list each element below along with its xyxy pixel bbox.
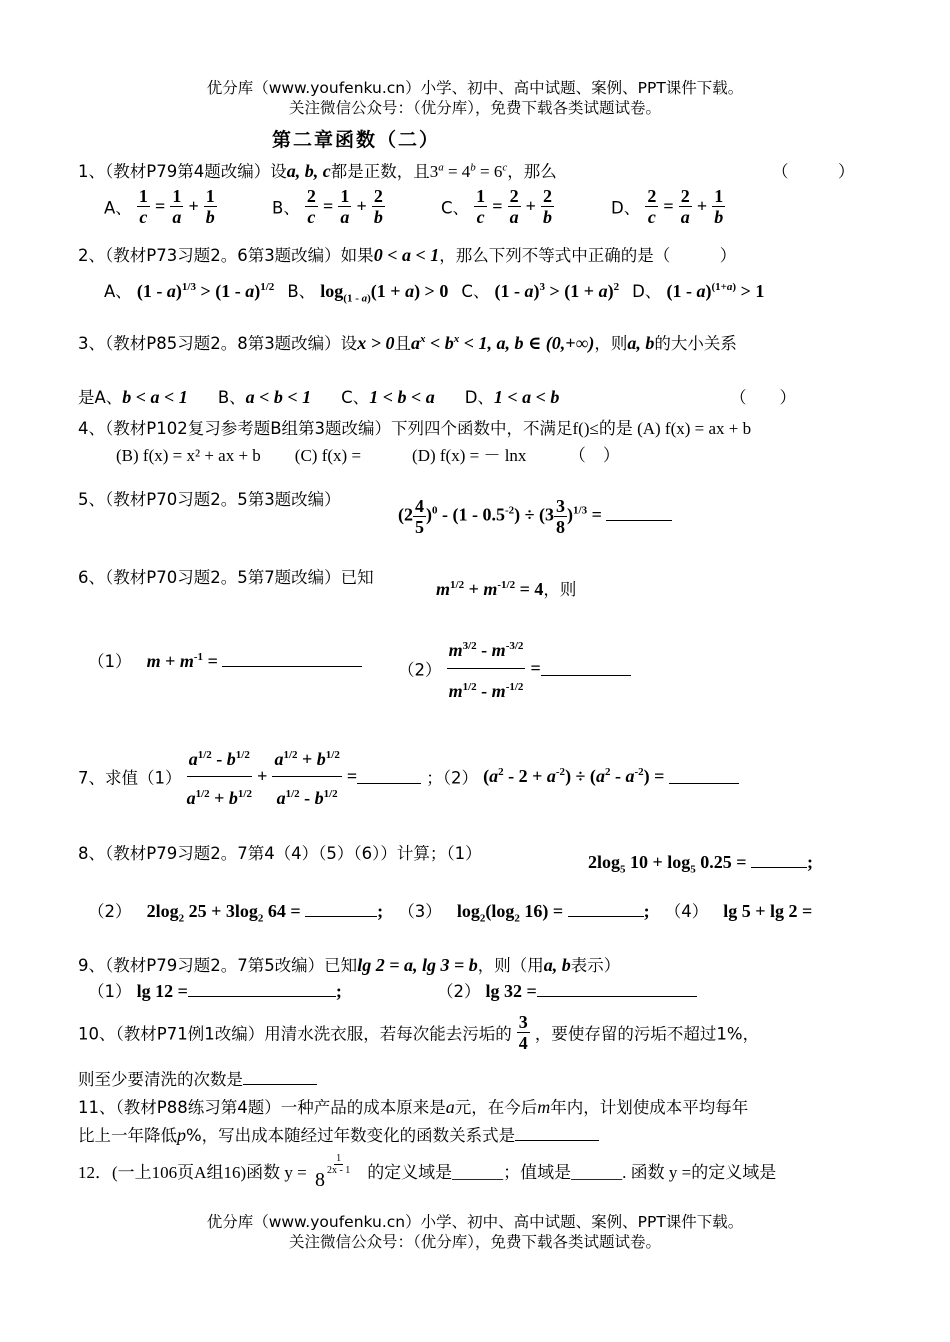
- header-line-1: 优分库（www.youfenku.cn）小学、初中、高中试题、案例、PPT课件下载。: [206, 79, 744, 97]
- footer-line-1: 优分库（www.youfenku.cn）小学、初中、高中试题、案例、PPT课件下载。: [206, 1213, 744, 1231]
- question-2: 2、（教材P73习题2。6第3题改编）如果0 < a < 1，那么下列不等式中正确的是（ ）: [78, 245, 737, 265]
- question-5: 5、（教材P70习题2。5第3题改编）: [78, 490, 341, 509]
- header-line-2: 关注微信公众号：（优分库），免费下载各类试题试卷。: [288, 99, 661, 117]
- question-2-options: A、 (1 - a)$^{1/3}$ > (1 - a)$^{1/2}$ B、 $\log_{(1 - a)}(1 + a) > 0$ C、 $(1 - a)^3 > (1 + a)^2$ D、 (1 - a)$^{(1+a)}$ > 1: [104, 281, 765, 305]
- question-11-line-2: 比上一年降低p%，写出成本随经过年数变化的函数关系式是: [78, 1122, 599, 1146]
- question-1-option-d: D、 $\frac{2}{c}$ = $\frac{2}{a}$ + $\frac{1}{b}$: [611, 186, 724, 227]
- question-1: 1、（教材P79第4题改编）设a, b, c都是正数，且$3^a = 4^b = 6^c$，那么: [78, 161, 557, 181]
- question-1-option-c: C、 $\frac{1}{c}$ = $\frac{2}{a}$ + $\frac{2}{b}$: [441, 186, 553, 227]
- question-11: 11、（教材P88练习第4题）一种产品的成本原来是a元，在今后m年内，计划使成本平均每年: [78, 1097, 749, 1117]
- question-8-parts-2-4: （2） $2\log_2$ $25 + 3\log_2$ 64 = ; （3） $\log_2(\log_2$ 16) = ; （4） lg 5 + lg 2 =: [88, 901, 813, 925]
- question-9-parts: （1） lg 12 = ; （2） lg 32 =: [88, 978, 697, 1002]
- question-1-option-b: B、 $\frac{2}{c}$ = $\frac{1}{a}$ + $\frac{2}{b}$: [272, 186, 383, 227]
- question-9: 9、（教材P79习题2。7第5改编）已知lg 2 = a, lg 3 = b，则（用a, b表示）: [78, 955, 621, 975]
- question-3-options: 是A、b < a < 1 B、a < b < 1 C、1 < b < a D、1 < a < b: [78, 387, 560, 407]
- question-10: 10、（教材P71例1改编）用清水洗衣服，若每次能去污垢的 $\frac{3}{4}$ ，要使存留的污垢不超过1%，: [78, 1012, 760, 1053]
- page-title: 第二章函数（二）: [272, 129, 441, 151]
- question-7: 7、求值（1） $\frac{a^{1/2} - b^{1/2}}{a^{1/2} + b^{1/2}}$ + $\frac{a^{1/2} + b^{1/2}}{a^{1/2} - b^{1/2}}$ = ；（2） $(a^2 - 2 + a^{-2}) \div (a^2 - a^{-2})$ =: [78, 738, 739, 815]
- question-8: 8、（教材P79习题2。7第4（4）（5）（6））计算；（1）: [78, 844, 482, 863]
- question-12: 12．(一上106页A组16)函数 y = 8 1 2x - 1 的定义域是______；值域是______. 函数 y =的定义域是: [78, 1153, 777, 1192]
- question-6-part-1: （1） $m + m^{-1}$ =: [88, 648, 362, 672]
- question-8-part-1: $2\log_5$ $10 + \log_5 0.25$ = ;: [588, 852, 814, 876]
- question-4: 4、（教材P102复习参考题B组第3题改编）下列四个函数中，不满足f()≤的是 (A) f(x) = ax + b: [78, 419, 752, 438]
- question-1-answer-paren: （ ）: [772, 162, 855, 181]
- question-6: 6、（教材P70习题2。5第7题改编）已知: [78, 568, 374, 587]
- question-1-option-a: A、 $\frac{1}{c}$ = $\frac{1}{a}$ + $\frac{1}{b}$: [104, 186, 215, 227]
- question-6-condition: $m^{1/2} + m^{-1/2} = 4$，则: [436, 579, 577, 599]
- question-3: 3、（教材P85习题2。8第3题改编）设x > 0且$a^x < b^x < 1$, a, b ∈ (0,+∞)，则a, b的大小关系: [78, 333, 737, 353]
- footer-line-2: 关注微信公众号：（优分库），免费下载各类试题试卷。: [288, 1233, 661, 1251]
- question-5-expression: (2 $\frac{4}{5}$ )$^0 - (1 - 0.5^{-2}) \div (3$ $\frac{3}{8}$ )$^{1/3}$ =: [398, 496, 672, 537]
- question-6-part-2: （2） $\frac{m^{3/2} - m^{-3/2}}{m^{1/2} - m^{-1/2}}$ =: [398, 628, 631, 709]
- question-4-options: (B) f(x) = x² + ax + b (C) f(x) = (D) f(x) = － lnx （ ）: [116, 446, 620, 465]
- question-10-line-2: 则至少要清洗的次数是: [78, 1066, 317, 1090]
- question-3-answer-paren: （ ）: [730, 388, 796, 407]
